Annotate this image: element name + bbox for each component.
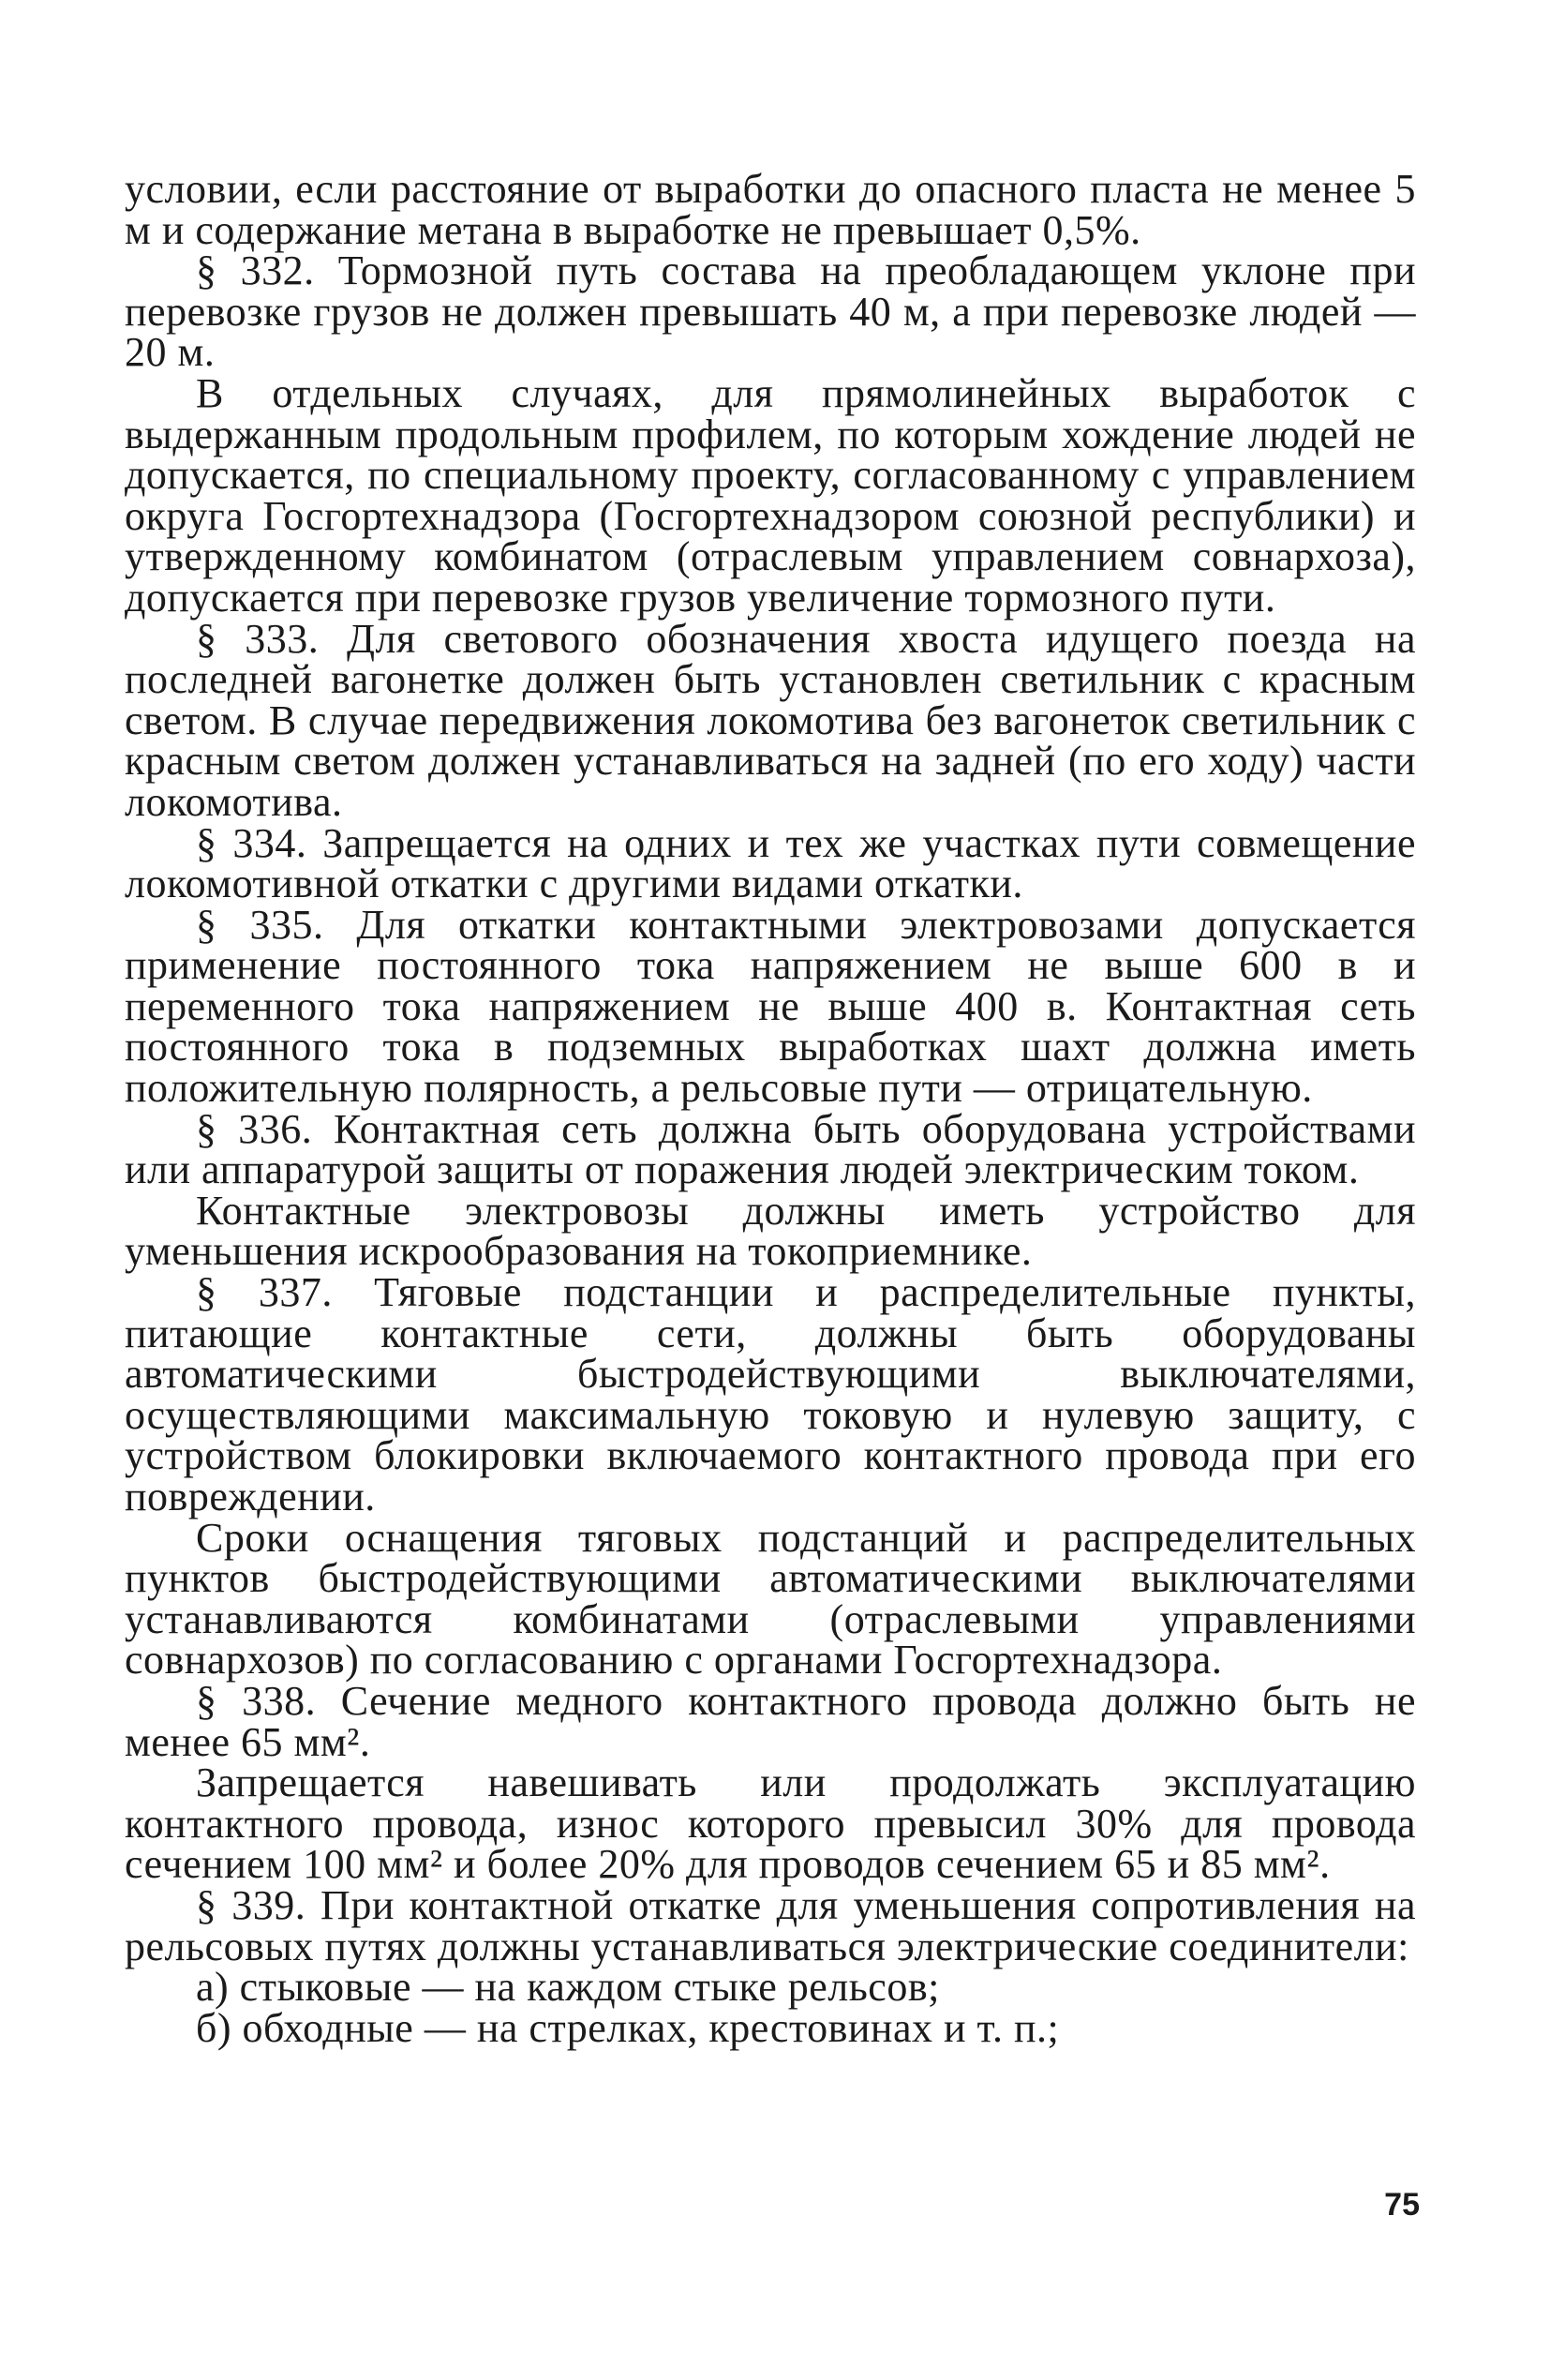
paragraph-section-337: § 337. Тяговые подстанции и распределительные пункты, питающие контактные сети, должны быть оборудованы автоматическими быстродействующими выключателями, осуществляющими максимальную токовую и нулевую защиту, с устройством блокировки включаемого контактного провода при его повреждении. xyxy=(125,1269,1416,1519)
paragraph-332-exception: В отдельных случаях, для прямолинейных выработок с выдержанным продольным профилем, по которым хождение людей не допускается, по специальному проекту, согласованному с управлением округа Госгортехнадзора (Госгортехнадзором союзной республики) и утвержденному комбинатом (отраслевым управлением совнархоза), допускается при перевозке грузов увеличение тормозного пути. xyxy=(125,369,1416,621)
list-item-a: а) стыковые — на каждом стыке рельсов; xyxy=(196,1964,940,2011)
paragraph-section-339: § 339. При контактной откатке для уменьшения сопротивления на рельсовых путях должны устанавливаться электрические соединители: xyxy=(125,1881,1416,1969)
body-text xyxy=(125,166,1416,2051)
paragraph-section-335: § 335. Для откатки контактными электровозами допускается применение постоянного тока напряжением не выше 600 в и переменного тока напряжением не выше 400 в. Контактная сеть постоянного тока в подземных выработках шахт должна иметь положительную полярность, а рельсовые пути — отрицательную. xyxy=(125,901,1416,1112)
paragraph-section-333: § 333. Для светового обозначения хвоста идущего поезда на последней вагонетке должен быть установлен светильник с красным светом. В случае передвижения локомотива без вагонеток светильник с красным светом должен устанавливаться на задней (по его ходу) части локомотива. xyxy=(125,615,1416,825)
paragraph-section-334: § 334. Запрещается на одних и тех же участках пути совмещение локомотивной откатки с другими видами откатки. xyxy=(125,819,1416,907)
paragraph-337-sroki: Сроки оснащения тяговых подстанций и распределительных пунктов быстродействующими автоматическими выключателями устанавливаются комбинатами (отраслевыми управлениями совнархозов) по согласованию с органами Госгортехнадзора. xyxy=(125,1514,1416,1684)
paragraph-section-332: § 332. Тормозной путь состава на преобладающем уклоне при перевозке грузов не должен превышать 40 м, а при перевозке людей — 20 м. xyxy=(125,247,1416,376)
paragraph-section-336: § 336. Контактная сеть должна быть оборудована устройствами или аппаратурой защиты от поражения людей электрическим током. xyxy=(125,1105,1416,1193)
page-number: 75 xyxy=(1384,2187,1420,2223)
paragraph-continuation: условии, если расстояние от выработки до опасного пласта не менее 5 м и содержание метана в выработке не превышает 0,5%. xyxy=(125,166,1416,253)
list-item-b: б) обходные — на стрелках, крестовинах и т. п.; xyxy=(196,2004,1060,2051)
paragraph-336-electrovozy: Контактные электровозы должны иметь устройство для уменьшения искрообразования на токоприемнике. xyxy=(125,1187,1416,1275)
paragraph-section-338: § 338. Сечение медного контактного провода должно быть не менее 65 мм². xyxy=(125,1677,1416,1765)
paragraph-338-iznos: Запрещается навешивать или продолжать эксплуатацию контактного провода, износ которого превысил 30% для провода сечением 100 мм² и более 20% для проводов сечением 65 и 85 мм². xyxy=(125,1759,1416,1888)
